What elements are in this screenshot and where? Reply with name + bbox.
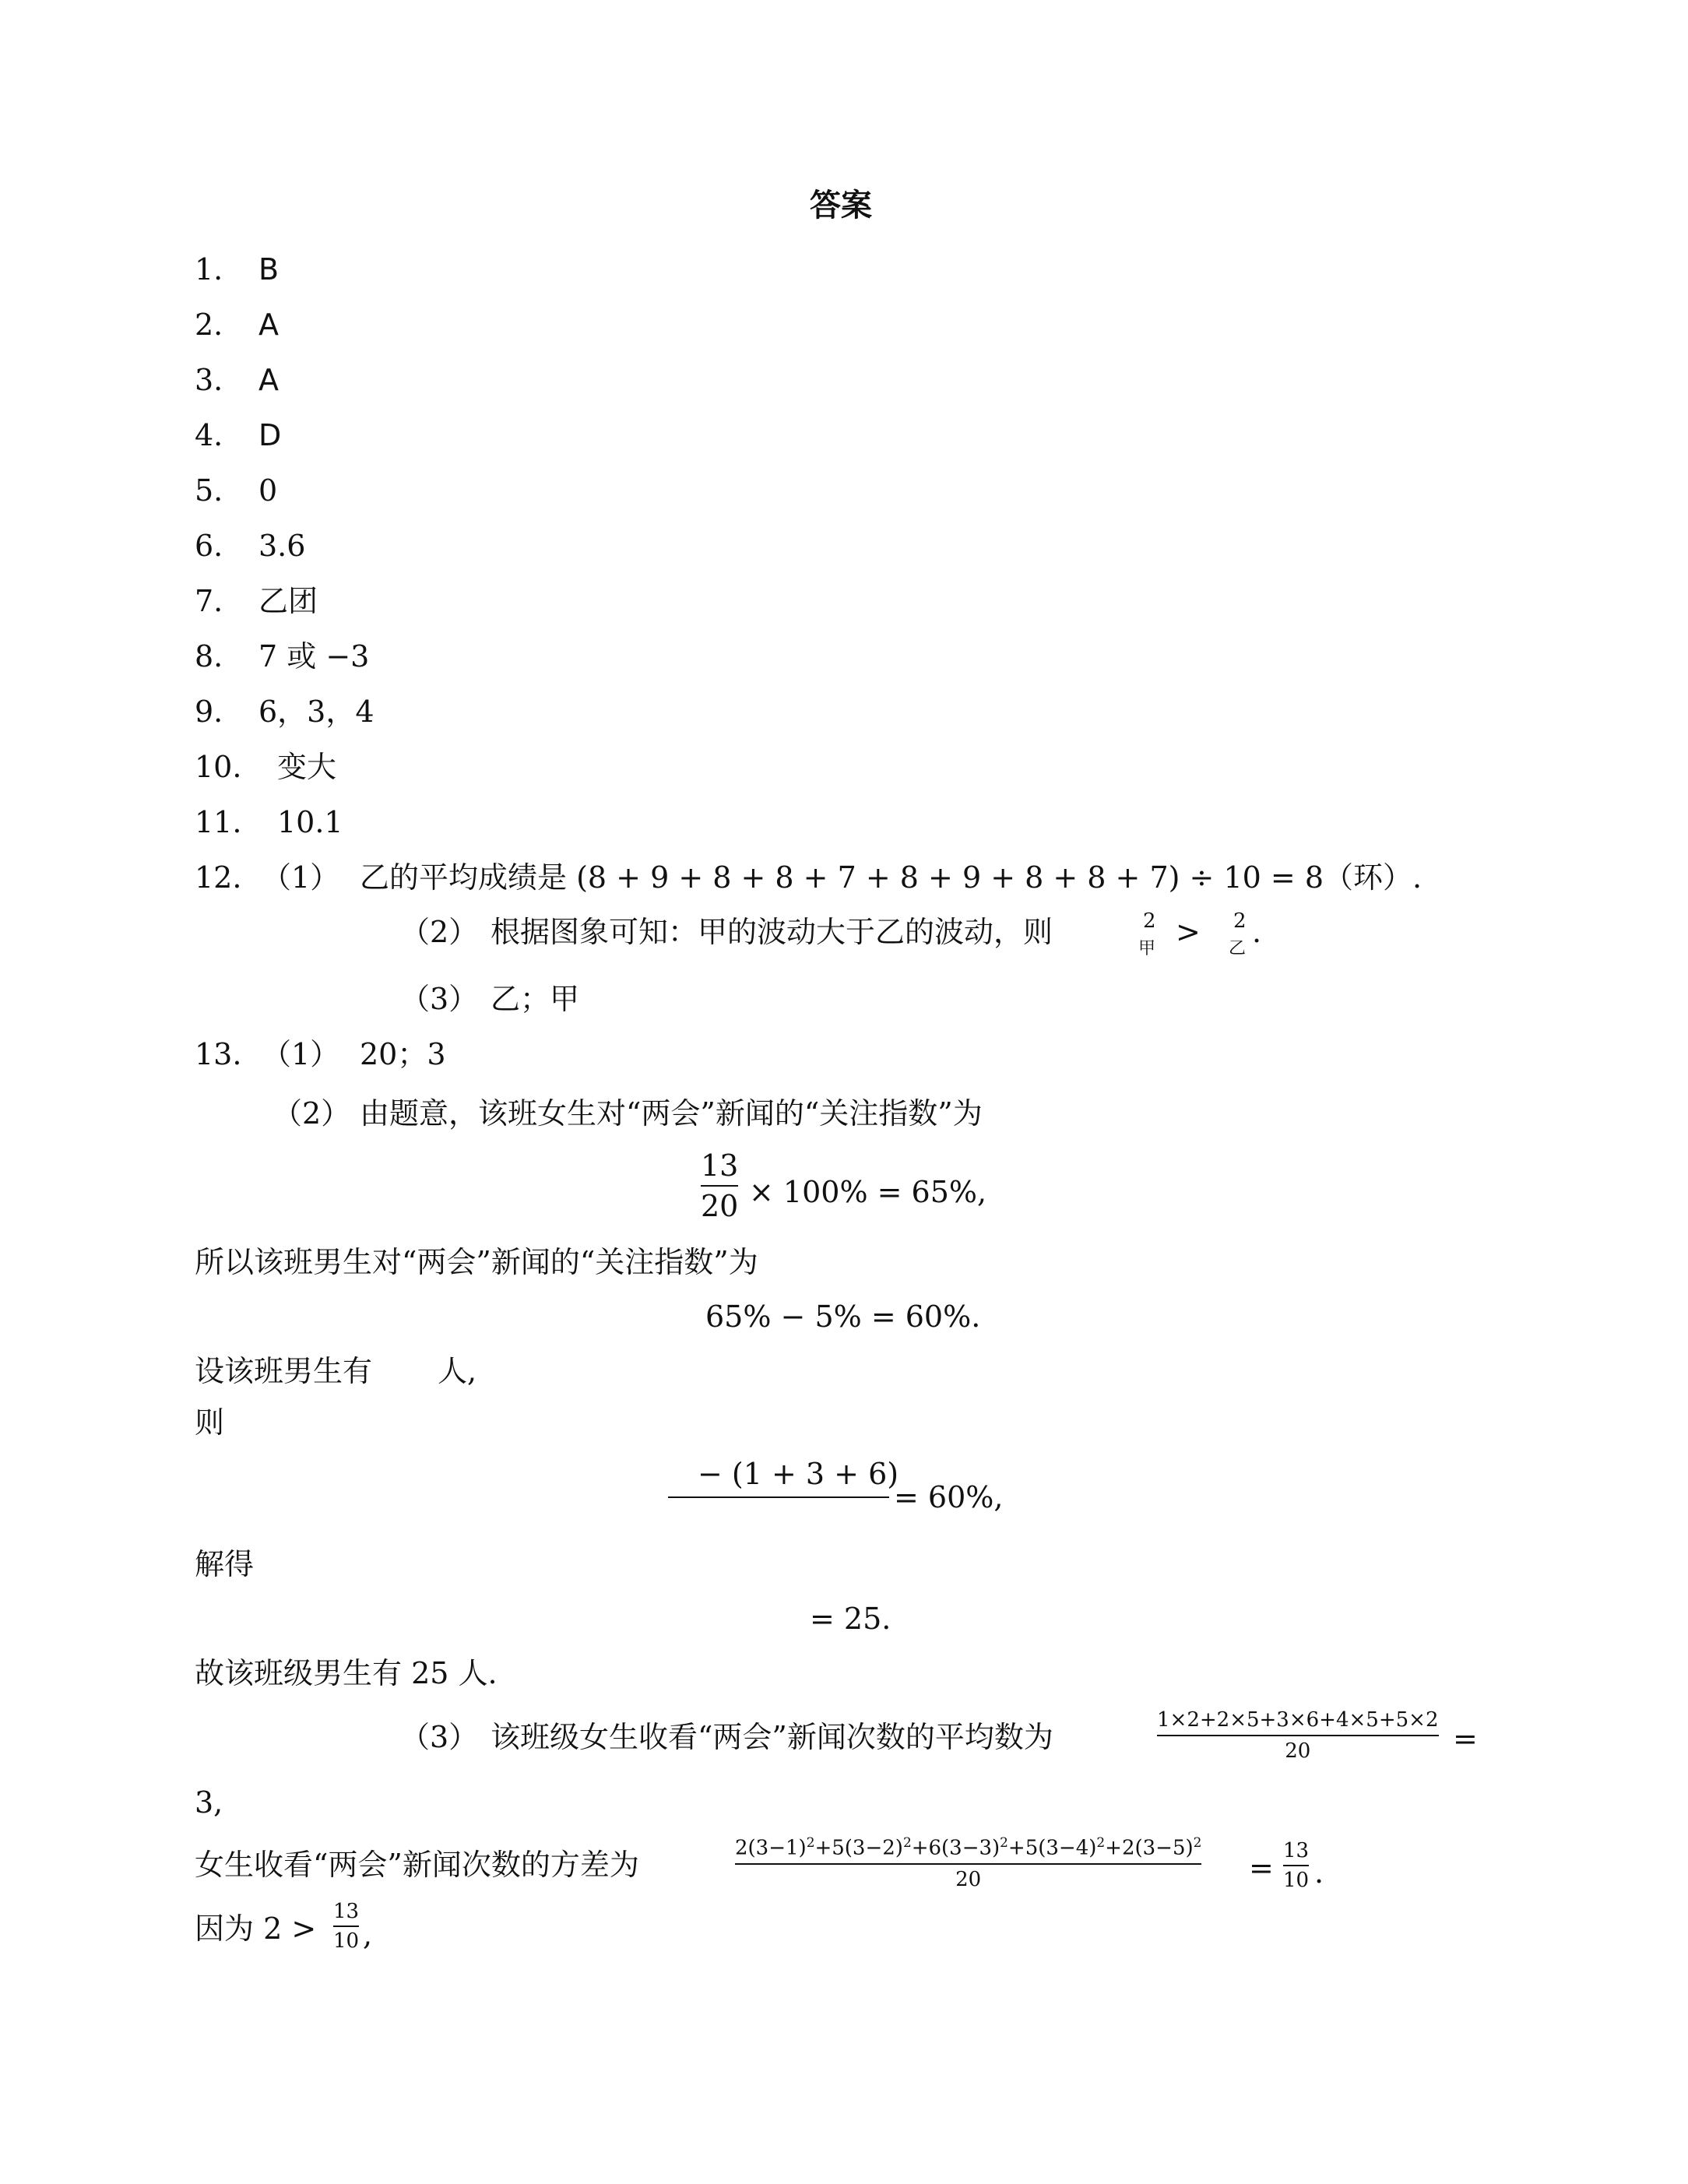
page-title: 答案 xyxy=(810,187,872,223)
answer-number: 10. xyxy=(195,750,242,784)
answer-number: 1. xyxy=(195,252,223,287)
fraction-bar xyxy=(333,1926,359,1927)
variance-subscript: 乙 xyxy=(1229,939,1247,958)
fraction-mean xyxy=(1157,1710,1439,1761)
answer-number: 8. xyxy=(195,639,223,673)
period: . xyxy=(1252,915,1262,949)
numerator: 13 xyxy=(1283,1839,1310,1862)
numerator: 1×2+2×5+3×6+4×5+5×2 xyxy=(1157,1708,1439,1732)
part-label: （2） xyxy=(273,1096,351,1131)
fraction-bar xyxy=(1157,1735,1439,1736)
text-line: 女生收看“两会”新闻次数的方差为 xyxy=(195,1848,639,1882)
answer-number: 9. xyxy=(195,695,223,729)
answer-value: 3.6 xyxy=(258,529,306,563)
text-line: 解得 xyxy=(195,1547,255,1581)
equation-rest: × 100% = 65%, xyxy=(749,1175,987,1209)
period: . xyxy=(1314,1855,1324,1890)
answer-number: 11. xyxy=(195,805,242,839)
variance-subscript: 甲 xyxy=(1138,939,1156,958)
numerator: 13 xyxy=(333,1900,360,1923)
denominator: 10 xyxy=(1283,1869,1310,1892)
answer-value: 变大 xyxy=(277,750,337,784)
fraction-bar xyxy=(735,1863,1201,1865)
answer-number: 5. xyxy=(195,473,223,508)
fraction-bar xyxy=(701,1185,738,1187)
fraction-13-20 xyxy=(701,1148,739,1223)
answer-number: 2. xyxy=(195,308,223,342)
text-line: 则 xyxy=(195,1405,225,1440)
part-text: 20；3 xyxy=(360,1037,446,1071)
question-number: 12. xyxy=(195,860,242,895)
denominator: 20 xyxy=(701,1189,739,1223)
comma: , xyxy=(363,1918,373,1952)
fraction-bar xyxy=(1283,1865,1309,1866)
numerator: − (1 + 3 + 6) xyxy=(698,1457,899,1491)
part-label: （1） xyxy=(262,860,340,895)
answer-value: A xyxy=(258,308,279,342)
answer-value: 乙团 xyxy=(258,584,318,618)
text-line: 所以该班男生对“两会”新闻的“关注指数”为 xyxy=(195,1245,758,1279)
answer-value: 6，3，4 xyxy=(258,695,375,729)
part-text: 由题意，该班女生对“两会”新闻的“关注指数”为 xyxy=(360,1096,983,1131)
equation: 65% − 5% = 60%. xyxy=(705,1299,981,1334)
variance-superscript: 2 xyxy=(1143,909,1156,933)
answer-value: 10.1 xyxy=(277,805,343,839)
equals-sign: = xyxy=(1453,1722,1478,1756)
part-label: （3） xyxy=(400,982,479,1016)
answer-value: 7 或 −3 xyxy=(258,639,370,673)
fraction-13-10 xyxy=(333,1901,359,1951)
fraction-13-10 xyxy=(1283,1841,1309,1890)
greater-than-symbol: > xyxy=(1176,915,1201,949)
numerator: $2(3-1)^2+5(3-2)^2+6(3-3)^2+5(3-4)^2+2(3-5)^2$ xyxy=(735,1834,1202,1860)
part-text: 乙；甲 xyxy=(491,982,580,1016)
part-label: （2） xyxy=(400,915,479,949)
answer-number: 4. xyxy=(195,418,223,452)
question-number: 13. xyxy=(195,1037,242,1071)
numerator: 13 xyxy=(701,1148,739,1183)
equation-rest: = 60%, xyxy=(894,1480,1004,1514)
text-line: 因为 2 > xyxy=(195,1911,317,1946)
text-line: 人, xyxy=(438,1354,477,1388)
answer-value: A xyxy=(258,363,279,397)
equals-sign: = xyxy=(1249,1851,1274,1885)
part-text: 乙的平均成绩是 (8 + 9 + 8 + 8 + 7 + 8 + 9 + 8 + 8 + 7) ÷ 10 = 8（环）. xyxy=(360,860,1422,895)
answer-number: 3. xyxy=(195,363,223,397)
part-label: （3） xyxy=(400,1720,479,1754)
fraction-bar xyxy=(668,1496,889,1498)
fraction-variance xyxy=(735,1836,1201,1890)
answer-value: D xyxy=(258,418,282,452)
equation: = 25. xyxy=(810,1602,891,1636)
part-text: 根据图象可知：甲的波动大于乙的波动，则 xyxy=(491,915,1053,949)
answer-value: B xyxy=(258,252,280,287)
text-line: 故该班级男生有 25 人. xyxy=(195,1656,498,1690)
answer-number: 6. xyxy=(195,529,223,563)
text-line: 设该班男生有 xyxy=(195,1354,373,1388)
part-text: 该班级女生收看“两会”新闻次数的平均数为 xyxy=(491,1720,1053,1754)
answer-value: 0 xyxy=(258,473,278,508)
part-label: （1） xyxy=(262,1037,340,1071)
denominator: 20 xyxy=(1285,1739,1311,1763)
mean-value: 3, xyxy=(195,1785,223,1820)
denominator: 10 xyxy=(333,1929,360,1953)
variance-superscript: 2 xyxy=(1233,909,1247,933)
denominator: 20 xyxy=(955,1867,982,1891)
answer-number: 7. xyxy=(195,584,223,618)
